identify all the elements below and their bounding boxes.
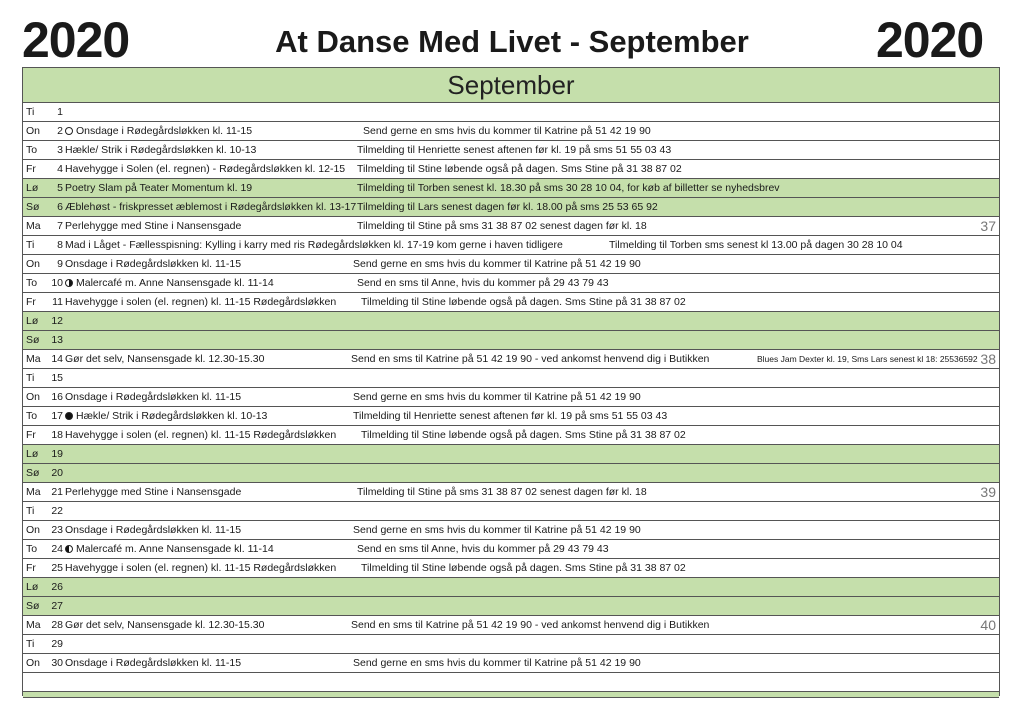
event-text (65, 236, 563, 254)
event-text (65, 407, 267, 425)
weekday-label: Ma (26, 619, 41, 631)
day-row (23, 502, 999, 521)
weekday-label: On (26, 524, 41, 536)
weekday-label: On (26, 657, 41, 669)
event-label: Perlehygge med Stine i Nansensgade (65, 220, 242, 232)
day-row (23, 578, 999, 597)
signup-note: Send gerne en sms hvis du kommer til Katrine på 51 42 19 90 (353, 524, 641, 536)
weekday-label: Sø (26, 334, 40, 346)
event-label: Hækle/ Strik i Rødegårdsløkken kl. 10-13 (76, 410, 268, 422)
event-label: Mad i Låget - Fællesspisning: Kylling i karry med ris Rødegårdsløkken kl. 17-19 kom gerne i haven tidligere (65, 239, 563, 251)
event-text (65, 483, 241, 501)
event-text (65, 559, 336, 577)
day-number: 11 (52, 296, 63, 308)
week-number: 39 (980, 484, 996, 500)
page-title: At Danse Med Livet - September (275, 24, 749, 59)
event-text (65, 274, 274, 292)
last-quarter-moon-icon (65, 545, 73, 553)
event-label: Gør det selv, Nansensgade kl. 12.30-15.30 (65, 619, 265, 631)
event-label: Havehygge i solen (el. regnen) kl. 11-15 Rødegårdsløkken (65, 562, 337, 574)
event-label: Malercafé m. Anne Nansensgade kl. 11-14 (76, 543, 274, 555)
day-row (23, 445, 999, 464)
event-text (65, 198, 356, 216)
weekday-label: Lø (26, 315, 39, 327)
weekday-label: Ti (26, 106, 35, 118)
day-number: 9 (57, 258, 63, 270)
weekday-label: On (26, 125, 41, 137)
day-number: 22 (51, 505, 63, 517)
signup-note: Tilmelding til Lars senest dagen før kl. 18.00 på sms 25 53 65 92 (357, 201, 658, 213)
day-number: 24 (51, 543, 63, 555)
extra-note: Tilmelding til Torben sms senest kl 13.00 på dagen 30 28 10 04 (609, 239, 903, 251)
signup-note: Send gerne en sms hvis du kommer til Katrine på 51 42 19 90 (353, 657, 641, 669)
day-row (23, 616, 999, 635)
signup-note: Send en sms til Anne, hvis du kommer på 29 43 79 43 (357, 543, 609, 555)
day-number: 12 (51, 315, 63, 327)
signup-note: Send en sms til Katrine på 51 42 19 90 - ved ankomst henvend dig i Butikken (351, 353, 710, 365)
signup-note: Tilmelding til Stine løbende også på dagen. Sms Stine på 31 38 87 02 (361, 429, 686, 441)
signup-note: Tilmelding til Stine løbende også på dagen. Sms Stine på 31 38 87 02 (361, 296, 686, 308)
event-label: Malercafé m. Anne Nansensgade kl. 11-14 (76, 277, 274, 289)
weekday-label: Lø (26, 581, 39, 593)
day-number: 25 (51, 562, 63, 574)
day-number: 28 (51, 619, 63, 631)
full-moon-icon (65, 412, 73, 420)
event-label: Havehygge i solen (el. regnen) kl. 11-15 Rødegårdsløkken (65, 429, 337, 441)
day-number: 10 (51, 277, 63, 289)
event-label: Onsdage i Rødegårdsløkken kl. 11-15 (65, 657, 242, 669)
day-number: 16 (51, 391, 63, 403)
week-number: 37 (980, 218, 996, 234)
weekday-label: Lø (26, 182, 39, 194)
day-row (23, 521, 999, 540)
day-number: 30 (51, 657, 63, 669)
signup-note: Send gerne en sms hvis du kommer til Katrine på 51 42 19 90 (363, 125, 651, 137)
event-text (65, 293, 336, 311)
event-label: Perlehygge med Stine i Nansensgade (65, 486, 242, 498)
event-label: Poetry Slam på Teater Momentum kl. 19 (65, 182, 253, 194)
event-text (65, 122, 252, 140)
event-text (65, 426, 336, 444)
weekday-label: Sø (26, 467, 40, 479)
day-number: 23 (51, 524, 63, 536)
day-row (23, 312, 999, 331)
month-header: September (23, 68, 999, 103)
weekday-label: To (26, 410, 38, 422)
signup-note: Tilmelding til Stine løbende også på dagen. Sms Stine på 31 38 87 02 (357, 163, 682, 175)
day-row (23, 559, 999, 578)
weekday-label: Ma (26, 220, 41, 232)
event-text (65, 388, 241, 406)
signup-note: Tilmelding til Henriette senest aftenen før kl. 19 på sms 51 55 03 43 (353, 410, 668, 422)
weekday-label: To (26, 277, 38, 289)
day-row (23, 160, 999, 179)
event-label: Havehygge i solen (el. regnen) kl. 11-15 Rødegårdsløkken (65, 296, 337, 308)
day-number: 26 (51, 581, 63, 593)
weekday-label: Fr (26, 429, 36, 441)
day-number: 8 (57, 239, 63, 251)
day-row (23, 483, 999, 502)
day-rows (23, 103, 999, 673)
blank-row (23, 673, 999, 692)
weekday-label: Ti (26, 372, 35, 384)
weekday-label: To (26, 543, 38, 555)
signup-note: Send gerne en sms hvis du kommer til Katrine på 51 42 19 90 (353, 391, 641, 403)
weekday-label: To (26, 144, 38, 156)
weekday-label: Ti (26, 638, 35, 650)
extra-note: Blues Jam Dexter kl. 19, Sms Lars senest kl 18: 25536592 (757, 354, 978, 364)
day-row (23, 141, 999, 160)
day-number: 29 (51, 638, 63, 650)
event-label: Onsdage i Rødegårdsløkken kl. 11-15 (65, 524, 242, 536)
event-text (65, 616, 264, 634)
calendar-table (22, 67, 1000, 696)
weekday-label: Ti (26, 239, 35, 251)
day-row (23, 236, 999, 255)
event-text (65, 179, 252, 197)
day-number: 21 (51, 486, 63, 498)
day-number: 17 (51, 410, 63, 422)
event-text (65, 160, 345, 178)
year-right: 2020 (876, 12, 984, 68)
day-row (23, 255, 999, 274)
signup-note: Send en sms til Katrine på 51 42 19 90 - ved ankomst henvend dig i Butikken (351, 619, 710, 631)
signup-note: Send gerne en sms hvis du kommer til Katrine på 51 42 19 90 (353, 258, 641, 270)
day-row (23, 388, 999, 407)
event-label: Hækle/ Strik i Rødegårdsløkken kl. 10-13 (65, 144, 257, 156)
week-number: 38 (980, 351, 996, 367)
day-number: 1 (57, 106, 63, 118)
day-number: 15 (51, 372, 63, 384)
event-text (65, 521, 241, 539)
day-row (23, 274, 999, 293)
day-row (23, 407, 999, 426)
day-row (23, 217, 999, 236)
event-label: Gør det selv, Nansensgade kl. 12.30-15.30 (65, 353, 265, 365)
event-text (65, 350, 264, 368)
day-number: 4 (57, 163, 63, 175)
day-row (23, 293, 999, 312)
day-row (23, 198, 999, 217)
signup-note: Tilmelding til Torben senest kl. 18.30 på sms 30 28 10 04, for køb af billetter se nyhedsbrev (357, 182, 780, 194)
day-number: 19 (51, 448, 63, 460)
day-row (23, 597, 999, 616)
signup-note: Tilmelding til Stine løbende også på dagen. Sms Stine på 31 38 87 02 (361, 562, 686, 574)
signup-note: Tilmelding til Stine på sms 31 38 87 02 senest dagen før kl. 18 (357, 220, 647, 232)
day-row (23, 464, 999, 483)
event-text (65, 654, 241, 672)
first-quarter-moon-icon (65, 279, 73, 287)
event-label: Havehygge i Solen (el. regnen) - Rødegårdsløkken kl. 12-15 (65, 163, 346, 175)
weekday-label: Lø (26, 448, 39, 460)
event-text (65, 540, 274, 558)
day-number: 18 (51, 429, 63, 441)
weekday-label: Ti (26, 505, 35, 517)
day-number: 2 (57, 125, 63, 137)
event-label: Onsdage i Rødegårdsløkken kl. 11-15 (65, 391, 242, 403)
day-row (23, 426, 999, 445)
day-row (23, 103, 999, 122)
weekday-label: Fr (26, 562, 36, 574)
event-text (65, 255, 241, 273)
event-label: Onsdage i Rødegårdsløkken kl. 11-15 (65, 258, 242, 270)
day-row (23, 350, 999, 369)
day-row (23, 122, 999, 141)
day-number: 14 (51, 353, 63, 365)
day-row (23, 635, 999, 654)
day-number: 13 (51, 334, 63, 346)
event-label: Æblehøst - friskpresset æblemost i Rødegårdsløkken kl. 13-17 (65, 201, 357, 213)
weekday-label: On (26, 391, 41, 403)
day-number: 7 (57, 220, 63, 232)
weekday-label: Sø (26, 600, 40, 612)
signup-note: Tilmelding til Henriette senest aftenen før kl. 19 på sms 51 55 03 43 (357, 144, 672, 156)
day-row (23, 654, 999, 673)
footer-bar (23, 692, 999, 698)
day-number: 5 (57, 182, 63, 194)
event-label: Onsdage i Rødegårdsløkken kl. 11-15 (76, 125, 253, 137)
weekday-label: Fr (26, 296, 36, 308)
event-text (65, 141, 256, 159)
day-number: 20 (51, 467, 63, 479)
day-number: 6 (57, 201, 63, 213)
signup-note: Send en sms til Anne, hvis du kommer på 29 43 79 43 (357, 277, 609, 289)
day-row (23, 369, 999, 388)
event-text (65, 217, 241, 235)
signup-note: Tilmelding til Stine på sms 31 38 87 02 senest dagen før kl. 18 (357, 486, 647, 498)
day-row (23, 540, 999, 559)
weekday-label: Sø (26, 201, 40, 213)
day-number: 3 (57, 144, 63, 156)
weekday-label: On (26, 258, 41, 270)
weekday-label: Ma (26, 353, 41, 365)
weekday-label: Fr (26, 163, 36, 175)
new-moon-icon (65, 127, 73, 135)
weekday-label: Ma (26, 486, 41, 498)
year-left: 2020 (22, 12, 130, 68)
day-row (23, 331, 999, 350)
week-number: 40 (980, 617, 996, 633)
day-row (23, 179, 999, 198)
day-number: 27 (51, 600, 63, 612)
